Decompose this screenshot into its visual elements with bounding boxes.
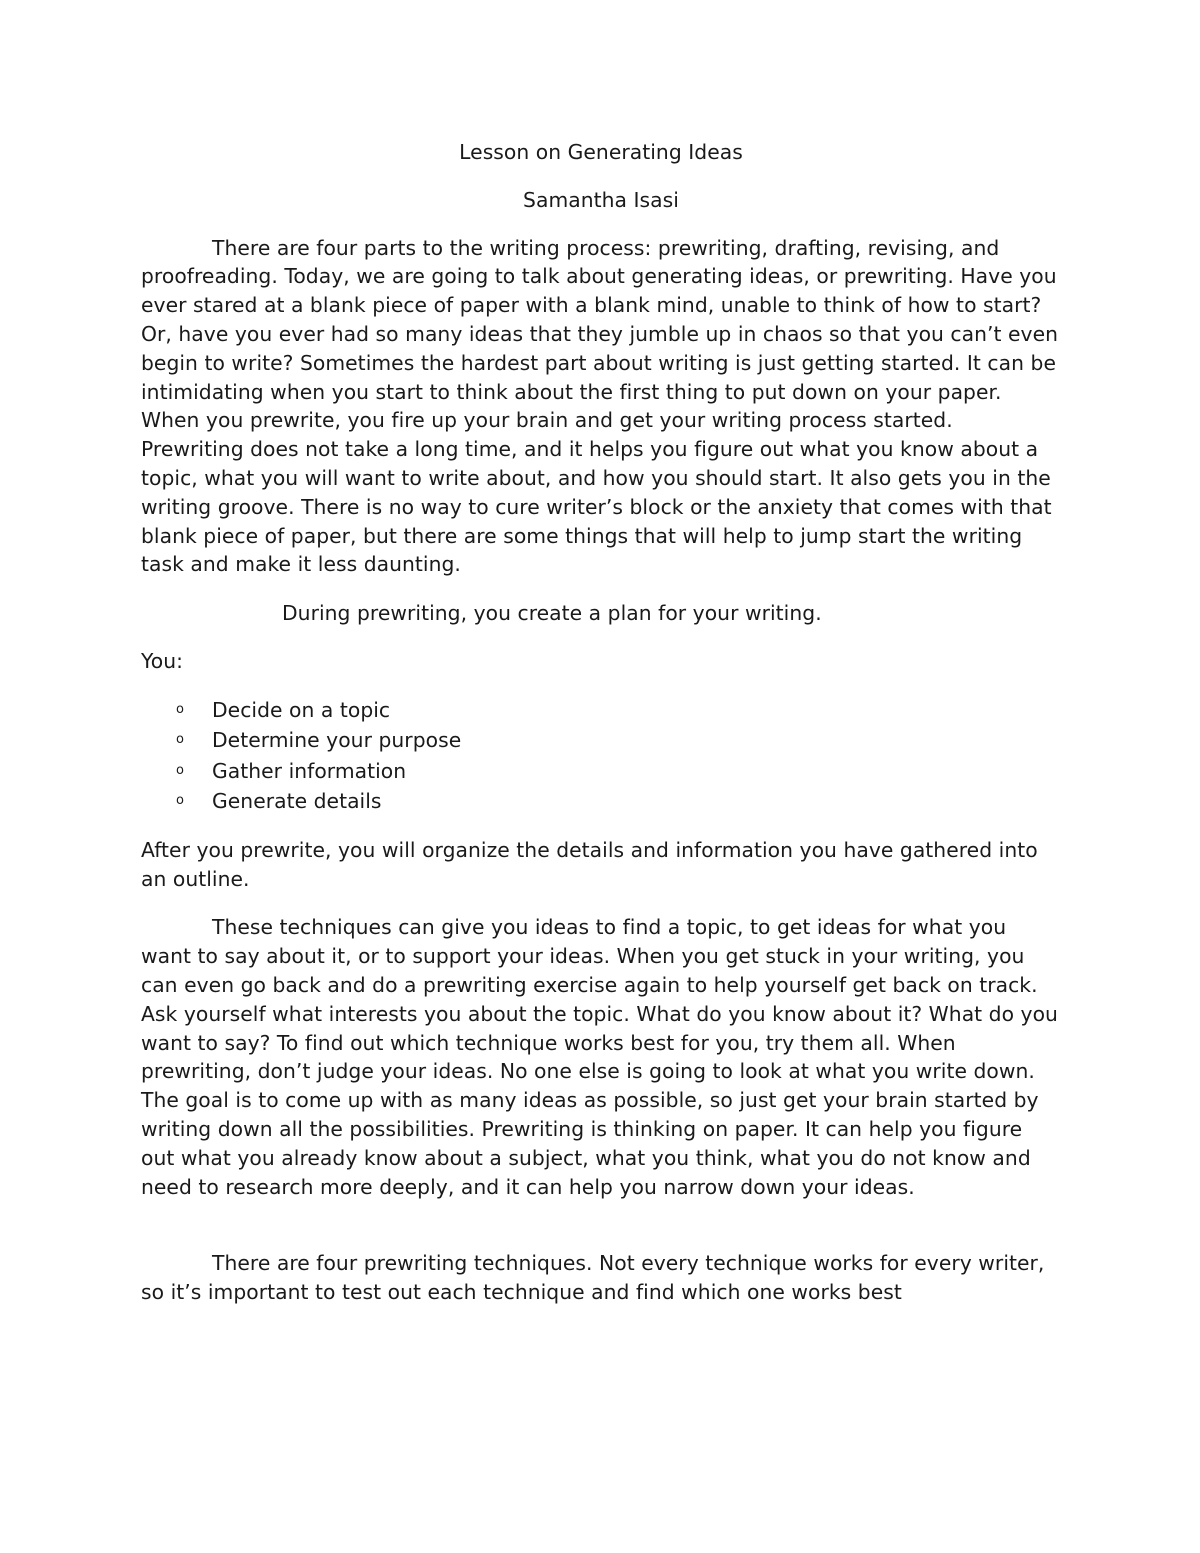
- list-item-text: Determine your purpose: [212, 728, 462, 753]
- list-item: [141, 786, 1061, 817]
- list-item-text: Gather information: [212, 758, 407, 783]
- bullet-marker: o: [176, 793, 185, 809]
- list-item: [141, 756, 1061, 787]
- blank-gap: [141, 1201, 1061, 1249]
- document-title: Lesson on Generating Ideas: [459, 140, 743, 164]
- bullet-marker: o: [176, 701, 185, 717]
- paragraph-techniques: These techniques can give you ideas to find a topic, to get ideas for what you want to say about it, or to support your ideas. When you get stuck in your writing, you can even go back and do a prewriting exercise again to help yourself get back on track. Ask yourself what interests you about the topic. What do you know about it? What do you want to say? To find out which technique works best for you, try them all. When prewriting, don’t judge your ideas. No one else is going to look at what you write down. The goal is to come up with as many ideas as possible, so just get your brain started by writing down all the possibilities. Prewriting is thinking on paper. It can help you figure out what you already know about a subject, what you think, what you do not know and need to research more deeply, and it can help you narrow down your ideas.: [141, 915, 1058, 1199]
- paragraph-intro: There are four parts to the writing process: prewriting, drafting, revising, and proofreading. Today, we are going to talk about generating ideas, or prewriting. Have you ever stared at a blank piece of paper with a blank mind, unable to think of how to start? Or, have you ever had so many ideas that they jumble up in chaos so that you can’t even begin to write? Sometimes the hardest part about writing is just getting started. It can be intimidating when you start to think about the first thing to put down on your paper. When you prewrite, you fire up your brain and get your writing process started. Prewriting does not take a long time, and it helps you figure out what you know about a topic, what you will want to write about, and how you should start. It also gets you in the writing groove. There is no way to cure writer’s block or the anxiety that comes with that blank piece of paper, but there are some things that will help to jump start the writing task and make it less daunting.: [141, 235, 1059, 577]
- list-item-text: Decide on a topic: [212, 697, 391, 722]
- bullet-list: [141, 695, 1061, 817]
- document-page: [141, 138, 1061, 1307]
- list-item-text: Generate details: [212, 789, 382, 814]
- document-author: Samantha Isasi: [523, 187, 679, 212]
- bullet-marker: o: [176, 762, 185, 778]
- plan-line: During prewriting, you create a plan for your writing.: [282, 601, 822, 626]
- list-item: [141, 725, 1061, 756]
- paragraph-four-techniques: There are four prewriting techniques. Not every technique works for every writer, so it’s important to test out each technique and find which one works best: [141, 1251, 1045, 1305]
- bullet-marker: o: [176, 732, 185, 748]
- you-label: You:: [141, 648, 183, 673]
- list-item: [141, 695, 1061, 726]
- paragraph-outline: After you prewrite, you will organize the details and information you have gathered into an outline.: [141, 837, 1038, 891]
